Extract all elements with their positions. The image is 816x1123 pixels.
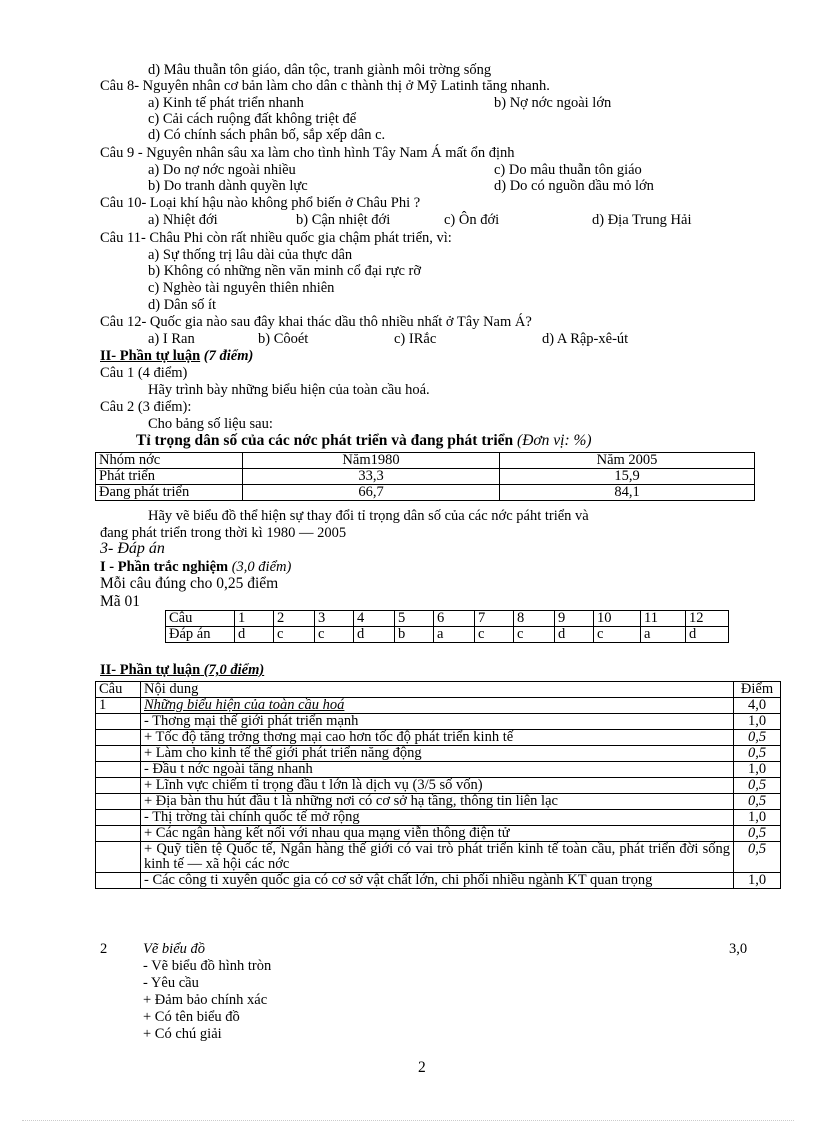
table-row bbox=[96, 485, 755, 501]
q12-option-b: b) Côoét bbox=[258, 331, 309, 347]
table-cell: 5 bbox=[395, 611, 434, 627]
essay-answer-heading bbox=[100, 662, 264, 678]
q12-option-c: c) IRắc bbox=[394, 331, 437, 347]
q8-option-a: a) Kinh tế phát triển nhanh bbox=[148, 95, 304, 111]
essay-q2-text: Cho bảng số liệu sau: bbox=[148, 416, 273, 432]
q8-option-c: c) Cải cách ruộng đất không triệt để bbox=[148, 111, 357, 127]
table-cell bbox=[96, 714, 141, 730]
table-cell: 84,1 bbox=[500, 485, 755, 501]
table-cell bbox=[96, 762, 141, 778]
table-cell: 0,5 bbox=[734, 826, 781, 842]
table-cell: 0,5 bbox=[734, 842, 781, 873]
essay-answer-title: II- Phần tự luận bbox=[100, 662, 201, 678]
table-row bbox=[96, 826, 781, 842]
table-cell: a bbox=[641, 627, 686, 643]
population-table bbox=[95, 452, 755, 501]
table-cell: 1 bbox=[235, 611, 274, 627]
q7-option-d: d) Mâu thuẫn tôn giáo, dân tộc, tranh giành môi trờng sống bbox=[148, 62, 492, 78]
q9-option-c: c) Do mâu thuẫn tôn giáo bbox=[494, 162, 642, 178]
q9-option-b: b) Do tranh dành quyền lực bbox=[148, 178, 308, 194]
table-row bbox=[96, 842, 781, 873]
table-cell: c bbox=[315, 627, 354, 643]
table-cell: Những biểu hiện của toàn cầu hoá bbox=[141, 698, 734, 714]
mcq-answer-title: I - Phần trắc nghiệm bbox=[100, 559, 229, 575]
essay-q2-answer-line: + Có chú giải bbox=[143, 1026, 222, 1042]
essay-q2-label: Câu 2 (3 điểm): bbox=[100, 399, 192, 415]
mcq-scoring-rule: Mỗi câu đúng cho 0,25 điểm bbox=[100, 575, 279, 592]
essay-answer-points: (7,0 điểm) bbox=[200, 662, 265, 678]
essay-answer-table bbox=[95, 681, 781, 889]
mcq-answer-points: (3,0 điểm) bbox=[228, 559, 292, 575]
table-cell: 3 bbox=[315, 611, 354, 627]
table-cell: 8 bbox=[514, 611, 555, 627]
table-cell: 1,0 bbox=[734, 810, 781, 826]
table-cell: d bbox=[555, 627, 594, 643]
table-cell bbox=[96, 794, 141, 810]
table-cell: 4,0 bbox=[734, 698, 781, 714]
table-cell: 0,5 bbox=[734, 746, 781, 762]
table-cell: 1,0 bbox=[734, 762, 781, 778]
answer-key-table bbox=[165, 610, 729, 643]
table-row bbox=[96, 746, 781, 762]
table-cell bbox=[96, 873, 141, 889]
table-row bbox=[96, 873, 781, 889]
table-cell: - Thơng mại thế giới phát triển mạnh bbox=[141, 714, 734, 730]
table-row bbox=[96, 698, 781, 714]
table-cell: 7 bbox=[475, 611, 514, 627]
q11-option-d: d) Dân số ít bbox=[148, 297, 217, 313]
table-cell: c bbox=[274, 627, 315, 643]
essay-q2-answer-line: + Có tên biểu đồ bbox=[143, 1009, 240, 1025]
essay-q2-task-line2: đang phát triển trong thời kì 1980 — 2005 bbox=[100, 525, 347, 541]
table-cell bbox=[96, 826, 141, 842]
page-number: 2 bbox=[418, 1059, 426, 1076]
table-cell: Phát triển bbox=[96, 469, 243, 485]
table-cell bbox=[96, 842, 141, 873]
essay-q2-answer-points: 3,0 bbox=[729, 941, 748, 957]
table-cell: c bbox=[475, 627, 514, 643]
table-header-cell: Nội dung bbox=[141, 682, 734, 698]
essay-q2-answer-line: + Đảm bảo chính xác bbox=[143, 992, 268, 1008]
q10-option-b: b) Cận nhiệt đới bbox=[296, 212, 391, 228]
mcq-answer-heading bbox=[100, 559, 291, 575]
table-cell bbox=[96, 778, 141, 794]
table-row bbox=[166, 611, 729, 627]
essay-section-points: (7 điểm) bbox=[200, 348, 254, 364]
table-cell: 4 bbox=[354, 611, 395, 627]
table-row bbox=[96, 469, 755, 485]
table-cell: - Thị trờng tài chính quốc tế mở rộng bbox=[141, 810, 734, 826]
table-cell: c bbox=[514, 627, 555, 643]
table-cell: d bbox=[686, 627, 729, 643]
essay-q2-answer-line: - Vẽ biểu đồ hình tròn bbox=[143, 958, 272, 974]
q8-question: Câu 8- Nguyên nhân cơ bản làm cho dân c thành thị ở Mỹ Latinh tăng nhanh. bbox=[100, 78, 550, 94]
q8-option-d: d) Có chính sách phân bố, sắp xếp dân c. bbox=[148, 127, 386, 143]
table-header-cell: Nhóm nớc bbox=[96, 453, 243, 469]
q12-option-a: a) I Ran bbox=[148, 331, 195, 347]
essay-section-heading bbox=[100, 348, 253, 364]
table-cell: 0,5 bbox=[734, 794, 781, 810]
table-row bbox=[96, 794, 781, 810]
table-cell: - Các công ti xuyên quốc gia có cơ sở vật chất lớn, chi phối nhiều ngành KT quan trọng bbox=[141, 873, 734, 889]
q11-option-b: b) Không có những nền văn minh cổ đại rực rỡ bbox=[148, 263, 422, 279]
essay-q2-task-line1: Hãy vẽ biểu đồ thể hiện sự thay đổi tỉ trọng dân số của các nớc páht triển và bbox=[148, 508, 589, 524]
table-cell: + Làm cho kinh tế thế giới phát triển năng động bbox=[141, 746, 734, 762]
table-cell: + Lĩnh vực chiếm tỉ trọng đầu t lớn là dịch vụ (3/5 số vốn) bbox=[141, 778, 734, 794]
essay-q2-answer-line: - Yêu cầu bbox=[143, 975, 199, 991]
table-cell: c bbox=[594, 627, 641, 643]
table-row bbox=[96, 810, 781, 826]
q10-option-c: c) Ôn đới bbox=[444, 212, 500, 228]
answer-key-heading: 3- Đáp án bbox=[100, 540, 165, 557]
table-header-cell: Năm1980 bbox=[243, 453, 500, 469]
population-table-title-text: Tỉ trọng dân số của các nớc phát triển và đang phát triển bbox=[136, 432, 514, 449]
table-row bbox=[96, 453, 755, 469]
table-cell: Câu bbox=[166, 611, 235, 627]
table-cell: + Địa bàn thu hút đầu t là những nơi có cơ sở hạ tầng, thông tin liên lạc bbox=[141, 794, 734, 810]
table-cell: + Quỹ tiền tệ Quốc tế, Ngân hàng thế giới có vai trò phát triển kinh tế toàn cầu, phát triển đời sống kinh tế — xã hội các nớc bbox=[141, 842, 734, 873]
essay-section-title: II- Phần tự luận bbox=[100, 348, 201, 364]
table-cell: 0,5 bbox=[734, 778, 781, 794]
essay-q2-number: 2 bbox=[100, 941, 108, 957]
table-row bbox=[96, 714, 781, 730]
essay-q1-label: Câu 1 (4 điểm) bbox=[100, 365, 188, 381]
q12-question: Câu 12- Quốc gia nào sau đây khai thác dầu thô nhiều nhất ở Tây Nam Á? bbox=[100, 314, 532, 330]
table-cell: d bbox=[354, 627, 395, 643]
q9-option-d: d) Do có nguồn dầu mỏ lớn bbox=[494, 178, 654, 194]
table-cell: 10 bbox=[594, 611, 641, 627]
table-cell: Đang phát triển bbox=[96, 485, 243, 501]
table-cell bbox=[96, 746, 141, 762]
table-header-cell: Điểm bbox=[734, 682, 781, 698]
essay-q1-text: Hãy trình bày những biểu hiện của toàn cầu hoá. bbox=[148, 382, 430, 398]
table-row bbox=[96, 778, 781, 794]
table-cell: 0,5 bbox=[734, 730, 781, 746]
table-cell: 12 bbox=[686, 611, 729, 627]
table-cell: 9 bbox=[555, 611, 594, 627]
table-cell: 1,0 bbox=[734, 714, 781, 730]
table-cell: - Đầu t nớc ngoài tăng nhanh bbox=[141, 762, 734, 778]
table-cell: 6 bbox=[434, 611, 475, 627]
q10-option-d: d) Địa Trung Hải bbox=[592, 212, 692, 228]
table-cell bbox=[96, 730, 141, 746]
table-header-cell: Năm 2005 bbox=[500, 453, 755, 469]
table-cell: 15,9 bbox=[500, 469, 755, 485]
q11-option-a: a) Sự thống trị lâu dài của thực dân bbox=[148, 247, 353, 263]
table-row bbox=[166, 627, 729, 643]
table-cell: + Các ngân hàng kết nối với nhau qua mạng viễn thông điện tử bbox=[141, 826, 734, 842]
table-cell: d bbox=[235, 627, 274, 643]
table-cell: 66,7 bbox=[243, 485, 500, 501]
table-cell: 2 bbox=[274, 611, 315, 627]
table-row bbox=[96, 682, 781, 698]
table-cell: b bbox=[395, 627, 434, 643]
q11-question: Câu 11- Châu Phi còn rất nhiều quốc gia chậm phát triển, vì: bbox=[100, 230, 452, 246]
table-header-cell: Câu bbox=[96, 682, 141, 698]
table-cell: + Tốc độ tăng trởng thơng mại cao hơn tốc độ phát triển kinh tế bbox=[141, 730, 734, 746]
q10-option-a: a) Nhiệt đới bbox=[148, 212, 218, 228]
table-cell bbox=[96, 810, 141, 826]
population-table-unit: (Đơn vị: %) bbox=[513, 432, 592, 449]
table-cell: 1 bbox=[96, 698, 141, 714]
q9-question: Câu 9 - Nguyên nhân sâu xa làm cho tình hình Tây Nam Á mất ổn định bbox=[100, 145, 515, 161]
exam-code: Mã 01 bbox=[100, 593, 141, 610]
table-cell: 1,0 bbox=[734, 873, 781, 889]
q11-option-c: c) Nghèo tài nguyên thiên nhiên bbox=[148, 280, 335, 296]
table-cell: 11 bbox=[641, 611, 686, 627]
population-table-title bbox=[136, 433, 592, 449]
table-cell: 33,3 bbox=[243, 469, 500, 485]
essay-q2-answer-title: Vẽ biểu đồ bbox=[143, 941, 206, 957]
table-row bbox=[96, 762, 781, 778]
table-cell: Đáp án bbox=[166, 627, 235, 643]
table-cell: a bbox=[434, 627, 475, 643]
table-row bbox=[96, 730, 781, 746]
q9-option-a: a) Do nợ nớc ngoài nhiều bbox=[148, 162, 296, 178]
q10-question: Câu 10- Loại khí hậu nào không phổ biến ở Châu Phi ? bbox=[100, 195, 421, 211]
q12-option-d: d) A Rập-xê-út bbox=[542, 331, 629, 347]
page-bottom-rule bbox=[22, 1120, 794, 1121]
q8-option-b: b) Nợ nớc ngoài lớn bbox=[494, 95, 612, 111]
